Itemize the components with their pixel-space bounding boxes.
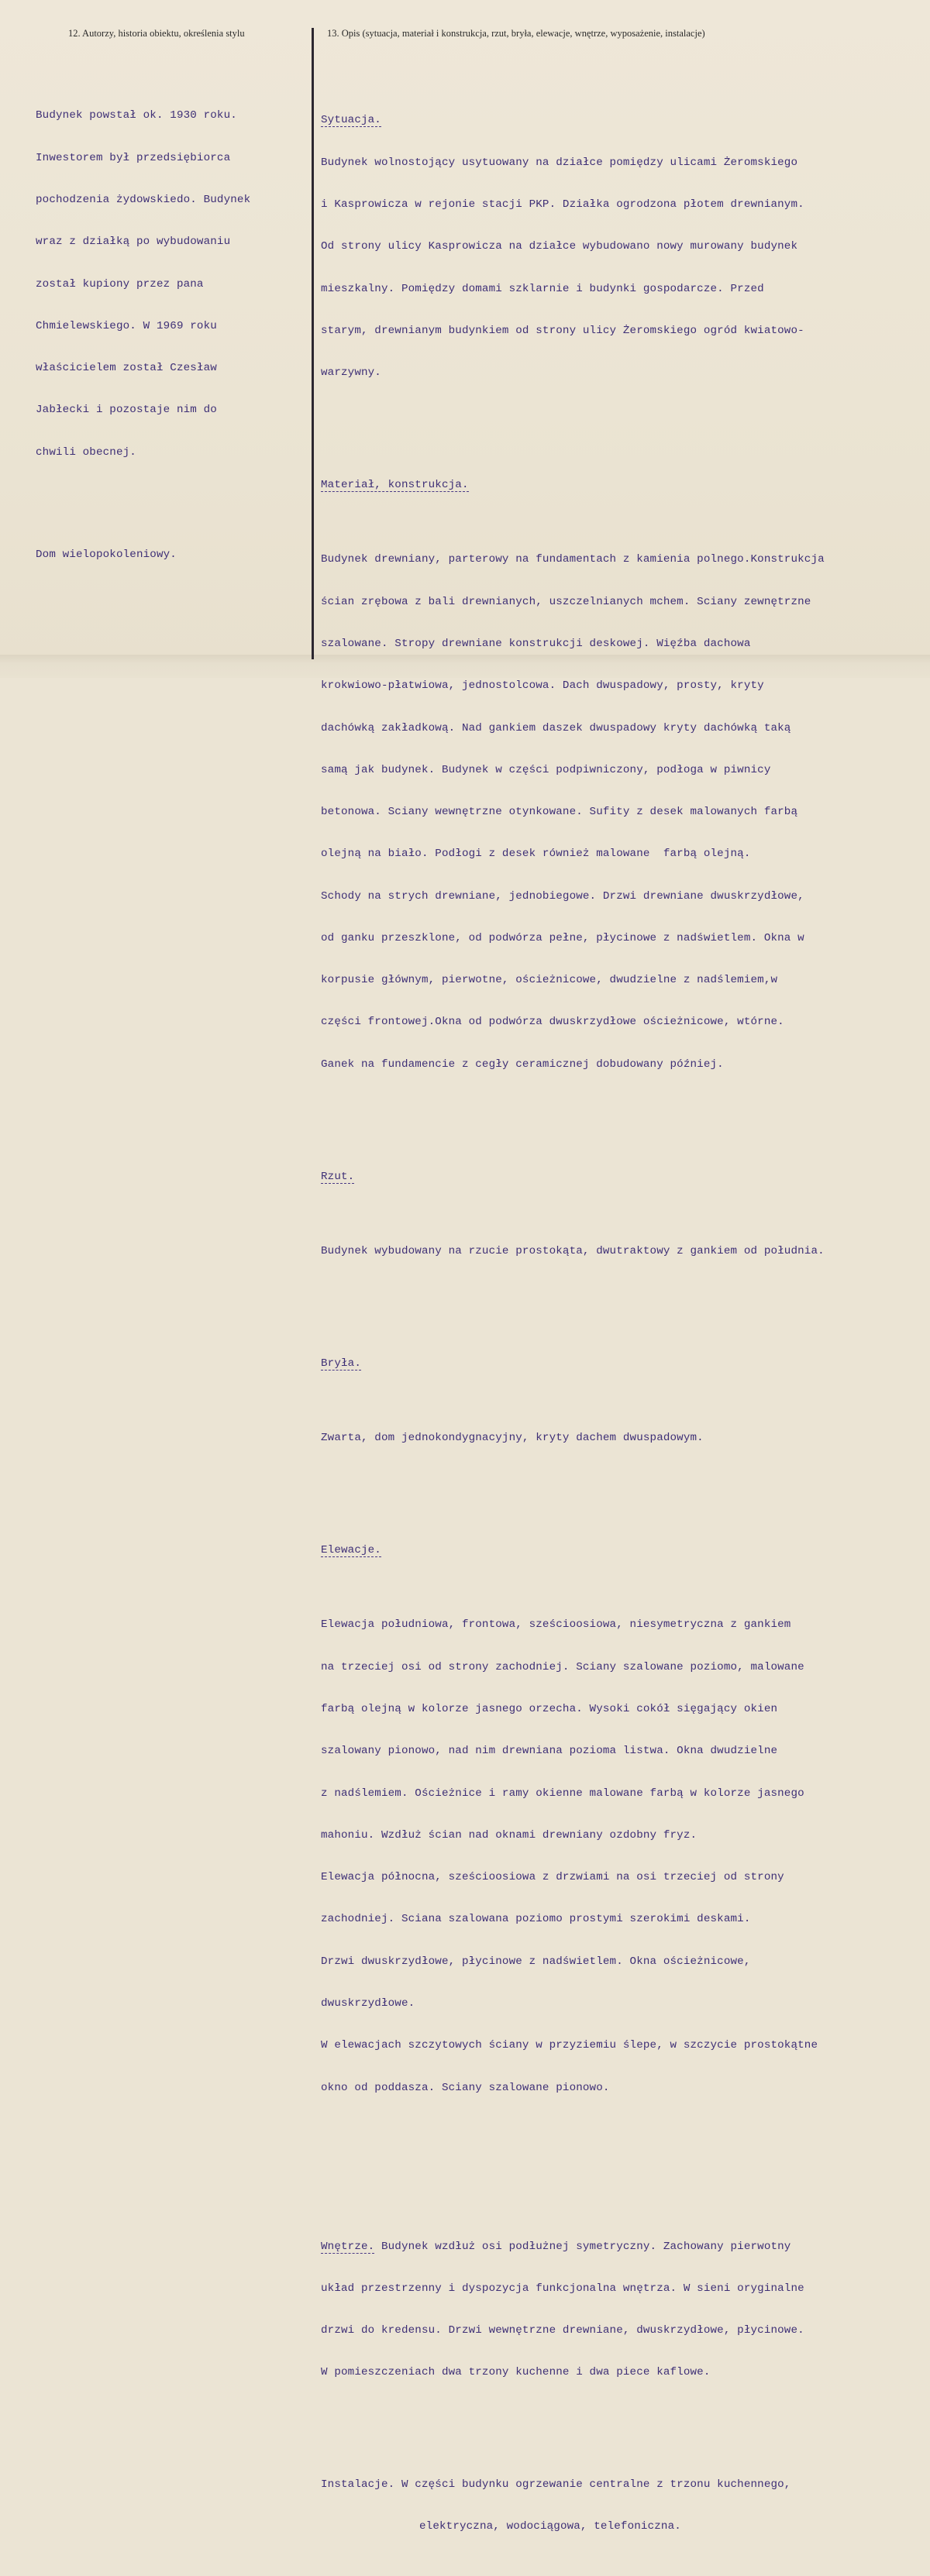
interior-first-line xyxy=(321,2240,825,2254)
text-line: olejną na biało. Podłogi z desek również malowane farbą olejną. xyxy=(321,848,751,861)
text-line: na trzeciej osi od strony zachodniej. Sciany szalowane poziomo, malowane xyxy=(321,1660,804,1673)
text-line: betonowa. Sciany wewnętrzne otynkowane. Sufity z desek malowanych farbą xyxy=(321,806,798,819)
header-description: 13. Opis (sytuacja, materiał i konstrukcja, rzut, bryła, elewacje, wnętrze, wyposażenie, instalacje) xyxy=(327,28,705,39)
text-line: korpusie głównym, pierwotne, ościeżnicowe, dwudzielne z nadślemiem,w xyxy=(321,974,778,987)
text-line: zachodniej. Sciana szalowana poziomo prostymi szerokimi deskami. xyxy=(321,1913,751,1926)
text-line: od ganku przeszklone, od podwórza pełne, płycinowe z nadświetlem. Okna w xyxy=(321,931,804,944)
spacer xyxy=(321,1398,825,1403)
text-line: mahoniu. Wzdłuż ścian nad oknami drewniany ozdobny fryz. xyxy=(321,1828,698,1842)
history-column xyxy=(36,53,250,576)
history-text xyxy=(36,81,250,487)
text-line: dwuskrzydłowe. xyxy=(321,1996,415,2010)
section-heading: Elewacje. xyxy=(321,1543,381,1556)
text-line: W pomieszczeniach dwa trzony kuchenne i dwa piece kaflowe. xyxy=(321,2366,711,2379)
text-line: krokwiowo-płatwiowa, jednostolcowa. Dach dwuspadowy, prosty, kryty xyxy=(321,679,764,693)
spacer xyxy=(321,2165,825,2169)
text-line: Zwarta, dom jednokondygnacyjny, kryty dachem dwuspadowym. xyxy=(321,1432,704,1445)
section-installations xyxy=(321,2450,825,2562)
section-heading: Bryła. xyxy=(321,1357,361,1370)
spacer xyxy=(36,515,250,520)
section-floor-plan xyxy=(321,1141,825,1286)
spacer xyxy=(321,520,825,524)
text-line: ścian zrębowa z bali drewnianych, uszczelnianych mchem. Sciany zewnętrzne xyxy=(321,595,811,608)
section-heading: Rzut. xyxy=(321,1170,355,1183)
text-line: dachówką zakładkową. Nad gankiem daszek dwuspadowy kryty dachówką taką xyxy=(321,721,791,734)
text-line: okno od poddasza. Sciany szalowane pionowo. xyxy=(321,2081,610,2094)
history-line: wraz z działką po wybudowaniu xyxy=(36,236,231,249)
text-line: układ przestrzenny i dyspozycja funkcjonalna wnętrza. W sieni oryginalne xyxy=(321,2282,804,2295)
history-line: pochodzenia żydowskiedo. Budynek xyxy=(36,193,251,206)
text-line: Schody na strych drewniane, jednobiegowe. Drzwi drewniane dwuskrzydłowe, xyxy=(321,889,804,903)
history-line: Budynek powstał ok. 1930 roku. xyxy=(36,109,237,122)
section-heading: Wnętrze. xyxy=(321,2240,375,2253)
text-line: szalowany pionowo, nad nim drewniana pozioma listwa. Okna dwudzielne xyxy=(321,1745,778,1758)
header-authors-history: 12. Autorzy, historia obiektu, określenia stylu xyxy=(68,28,245,39)
text-line: W elewacjach szczytowych ściany w przyziemiu ślepe, w szczycie prostokątne xyxy=(321,2039,818,2052)
text-line: Ganek na fundamencie z cegły ceramicznej dobudowany później. xyxy=(321,1058,724,1071)
text-line: mieszkalny. Pomiędzy domami szklarnie i budynki gospodarcze. Przed xyxy=(321,282,764,295)
text-line: Drzwi dwuskrzydłowe, płycinowe z nadświetlem. Okna ościeżnicowe, xyxy=(321,1955,751,1968)
text-fragment: Budynek wzdłuż osi podłużnej symetryczny. Zachowany pierwotny xyxy=(374,2240,791,2253)
section-heading: Materiał, konstrukcja. xyxy=(321,478,469,491)
section-interior xyxy=(321,2211,825,2407)
spacer xyxy=(321,1585,825,1590)
text-line: warzywny. xyxy=(321,366,381,380)
text-line: farbą olejną w kolorze jasnego orzecha. Wysoki cokół sięgający okien xyxy=(321,1702,778,1715)
text-line: i Kasprowicza w rejonie stacji PKP. Działka ogrodzona płotem drewnianym. xyxy=(321,198,804,212)
multigenerational-note: Dom wielopokoleniowy. xyxy=(36,549,177,562)
text-line: szalowane. Stropy drewniane konstrukcji deskowej. Więźba dachowa xyxy=(321,637,751,650)
text-line: samą jak budynek. Budynek w części podpiwniczony, podłoga w piwnicy xyxy=(321,763,771,776)
text-line: starym, drewnianym budynkiem od strony ulicy Żeromskiego ogród kwiatowo- xyxy=(321,324,804,337)
text-line: drzwi do kredensu. Drzwi wewnętrzne drewniane, dwuskrzydłowe, płycinowe. xyxy=(321,2324,804,2337)
text-line: części frontowej.Okna od podwórza dwuskrzydłowe ościeżnicowe, wtórne. xyxy=(321,1016,784,1029)
section-material-construction xyxy=(321,450,825,1099)
section-situation xyxy=(321,85,825,408)
text-line: Elewacja południowa, frontowa, sześcioosiowa, niesymetryczna z gankiem xyxy=(321,1618,791,1632)
text-line: Budynek wolnostojący usytuowany na działce pomiędzy ulicami Żeromskiego xyxy=(321,156,798,169)
history-line: właścicielem został Czesław xyxy=(36,362,217,375)
text-line: Od strony ulicy Kasprowicza na działce wybudowano nowy murowany budynek xyxy=(321,240,798,253)
description-column xyxy=(321,43,825,2576)
history-line: Inwestorem był przedsiębiorca xyxy=(36,151,231,164)
section-elevations xyxy=(321,1515,825,2123)
history-line: chwili obecnej. xyxy=(36,445,136,459)
text-line: Instalacje. W części budynku ogrzewanie centralne z trzonu kuchennego, xyxy=(321,2478,791,2492)
text-line: Budynek drewniany, parterowy na fundamentach z kamienia polnego.Konstrukcja xyxy=(321,553,825,566)
column-divider xyxy=(312,28,314,659)
section-heading: Sytuacja. xyxy=(321,114,381,127)
section-massing xyxy=(321,1329,825,1474)
text-line: z nadślemiem. Ościeżnice i ramy okienne malowane farbą w kolorze jasnego xyxy=(321,1787,804,1800)
history-line: Chmielewskiego. W 1969 roku xyxy=(36,319,217,332)
history-line: został kupiony przez pana xyxy=(36,277,204,291)
text-line: elektryczna, wodociągowa, telefoniczna. xyxy=(419,2520,681,2533)
text-line: Elewacja północna, sześcioosiowa z drzwiami na osi trzeciej od strony xyxy=(321,1871,784,1884)
history-line: Jabłecki i pozostaje nim do xyxy=(36,404,217,417)
spacer xyxy=(321,1212,825,1216)
text-line: Budynek wybudowany na rzucie prostokąta, dwutraktowy z gankiem od południa. xyxy=(321,1244,825,1257)
